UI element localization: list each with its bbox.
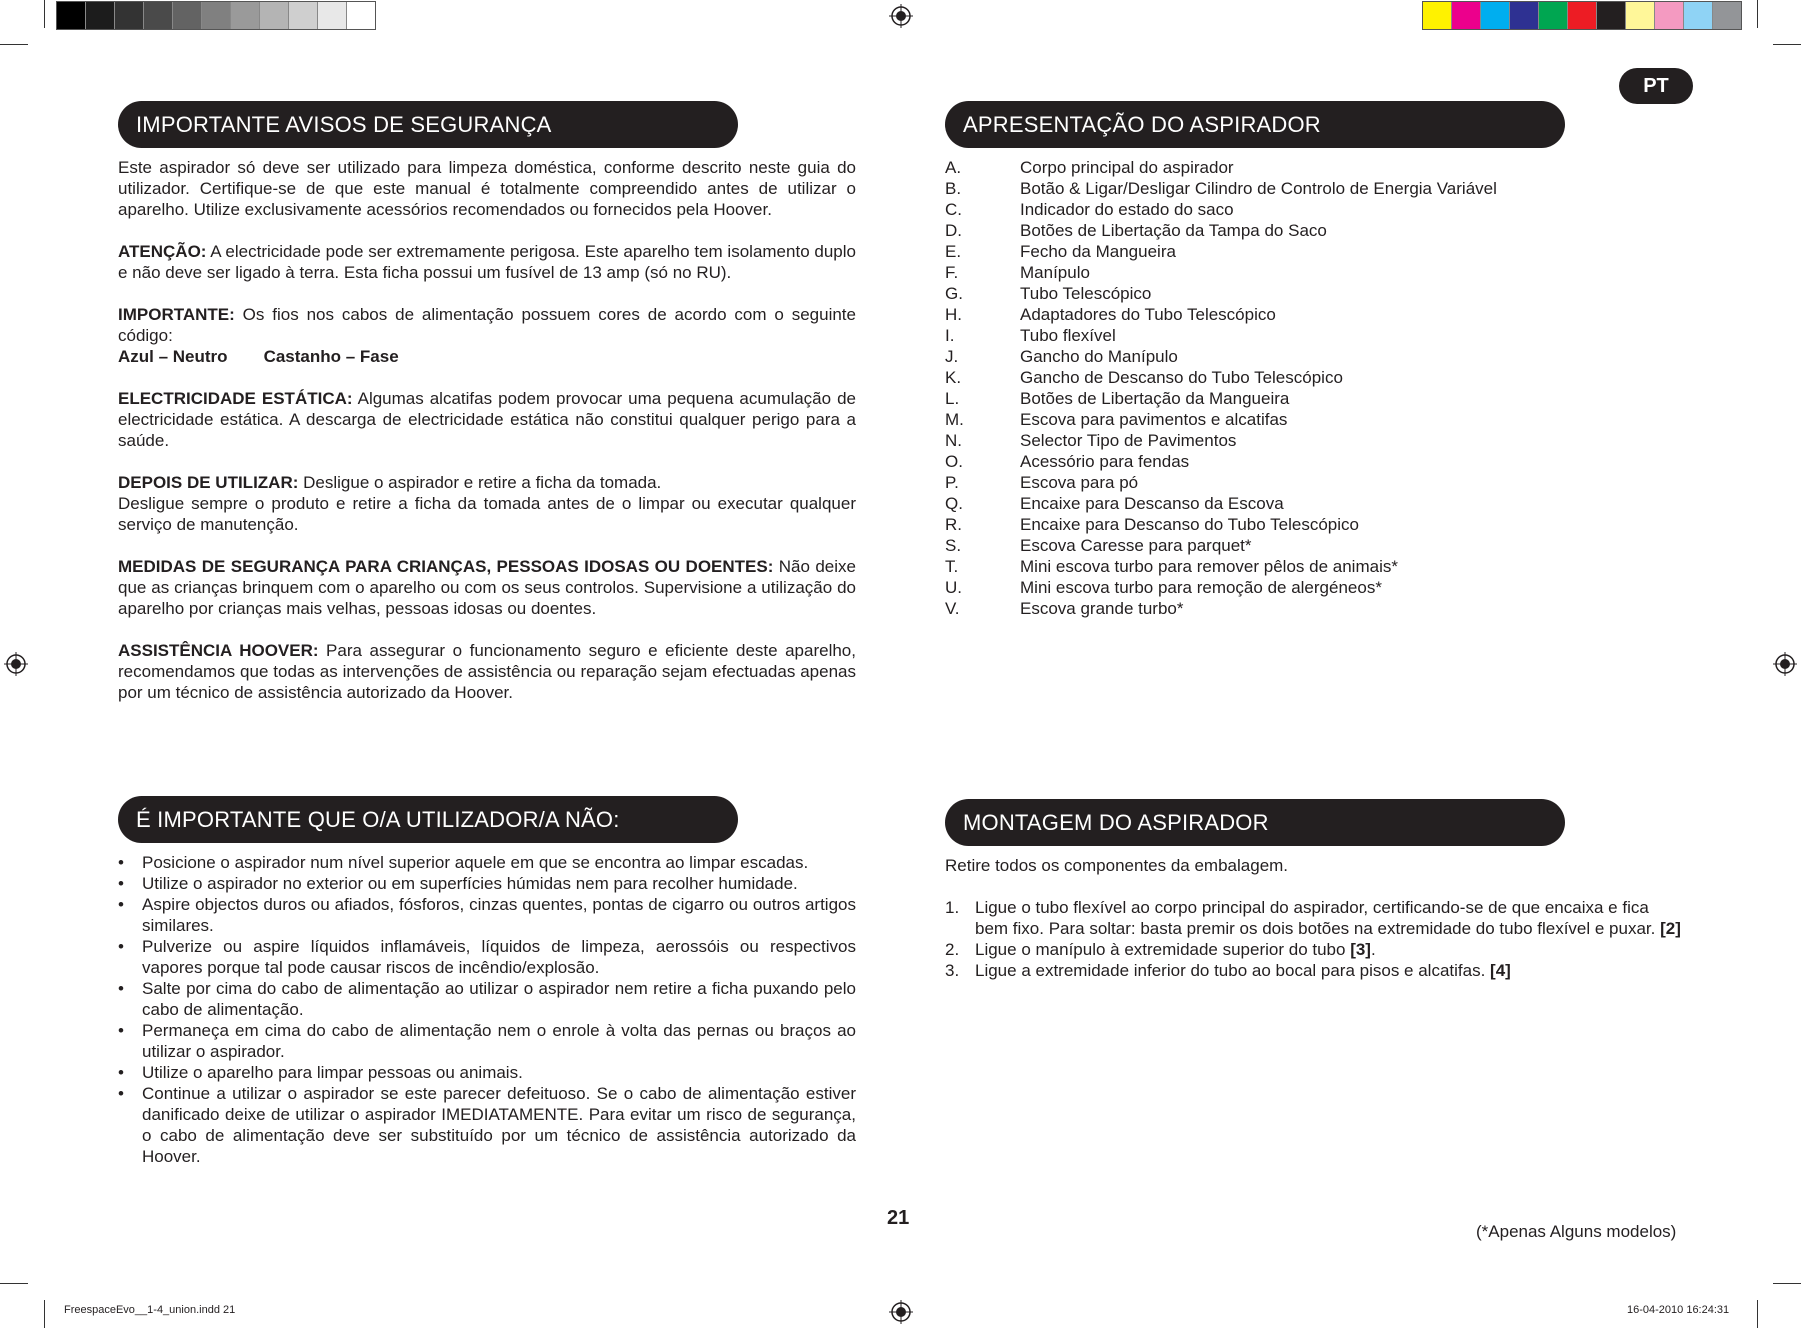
part-label: Escova Caresse para parquet*	[1020, 536, 1252, 555]
color-swatch	[1597, 2, 1626, 29]
list-item-text: Posicione o aspirador num nível superior aquele em que se encontra ao limpar escadas.	[142, 853, 809, 872]
part-letter: S.	[945, 536, 962, 555]
step-text: Ligue a extremidade inferior do tubo ao bocal para pisos e alcatifas.	[975, 961, 1491, 980]
assembly-intro: Retire todos os componentes da embalagem.	[945, 856, 1289, 875]
list-item	[118, 873, 856, 894]
gray-swatch	[57, 2, 86, 29]
color-swatch	[1510, 2, 1539, 29]
assembly-step	[945, 897, 1685, 939]
crop-mark	[1773, 1283, 1801, 1284]
after-use-paragraph	[118, 472, 856, 535]
part-letter: U.	[945, 578, 962, 597]
part-letter: O.	[945, 452, 963, 471]
bullet-icon: •	[118, 1084, 124, 1103]
part-item	[945, 178, 1497, 199]
gray-swatch	[231, 2, 260, 29]
crop-mark	[0, 1283, 28, 1284]
crop-mark	[44, 0, 45, 28]
part-item	[945, 409, 1497, 430]
bullet-icon: •	[118, 937, 124, 956]
list-item-text: Aspire objectos duros ou afiados, fósforos, cinzas quentes, pontas de cigarro ou outros artigos similares.	[142, 895, 856, 935]
figure-reference: [4]	[1490, 961, 1511, 980]
part-item	[945, 325, 1497, 346]
part-item	[945, 535, 1497, 556]
gray-swatch	[289, 2, 318, 29]
part-letter: E.	[945, 242, 962, 261]
children-text: Não deixe que as crianças brinquem com o aparelho ou com os seus controlos. Supervisione a utilização do aparelho por crianças mais velhas, pessoas idosas ou doentes.	[118, 557, 856, 618]
list-item-text: Utilize o aparelho para limpar pessoas ou animais.	[142, 1063, 523, 1082]
color-swatch	[1684, 2, 1713, 29]
part-letter: Q.	[945, 494, 963, 513]
list-item	[118, 852, 856, 873]
bullet-icon: •	[118, 1063, 124, 1082]
color-swatch	[1539, 2, 1568, 29]
part-label: Escova para pó	[1020, 473, 1139, 492]
safety-section-title: IMPORTANTE AVISOS DE SEGURANÇA	[118, 101, 738, 148]
assembly-step	[945, 939, 1685, 960]
gray-swatch	[202, 2, 231, 29]
figure-reference: [3]	[1350, 940, 1371, 959]
part-item	[945, 241, 1497, 262]
part-item	[945, 367, 1497, 388]
part-label: Corpo principal do aspirador	[1020, 158, 1234, 177]
after-use-text-2: Desligue sempre o produto e retire a ficha da tomada antes de o limpar ou executar qualquer serviço de manutenção.	[118, 494, 856, 534]
attention-label: ATENÇÃO:	[118, 242, 207, 261]
part-label: Selector Tipo de Pavimentos	[1020, 431, 1237, 450]
slug-date: 16-04-2010 16:24:31	[1627, 1304, 1730, 1316]
important-paragraph	[118, 304, 856, 367]
gray-swatch	[144, 2, 173, 29]
part-letter: G.	[945, 284, 963, 303]
list-item-text: Salte por cima do cabo de alimentação ao utilizar o aspirador nem retire a ficha puxando pelo cabo de alimentação.	[142, 979, 856, 1019]
part-label: Mini escova turbo para remoção de alergéneos*	[1020, 578, 1382, 597]
part-label: Botão & Ligar/Desligar Cilindro de Controlo de Energia Variável	[1020, 179, 1497, 198]
assembly-step	[945, 960, 1685, 981]
overview-section-title: APRESENTAÇÃO DO ASPIRADOR	[945, 101, 1565, 148]
part-letter: J.	[945, 347, 959, 366]
part-label: Encaixe para Descanso do Tubo Telescópico	[1020, 515, 1359, 534]
attention-text: A electricidade pode ser extremamente perigosa. Este aparelho tem isolamento duplo e não deve ser ligado à terra. Esta ficha possui um fusível de 13 amp (só no RU).	[118, 242, 856, 282]
part-label: Gancho de Descanso do Tubo Telescópico	[1020, 368, 1343, 387]
part-item	[945, 346, 1497, 367]
crop-mark	[1757, 1300, 1758, 1328]
color-swatch	[1655, 2, 1684, 29]
crop-mark	[44, 1300, 45, 1328]
footnote: (*Apenas Alguns modelos)	[1476, 1222, 1677, 1241]
part-letter: F.	[945, 263, 959, 282]
service-text: Para assegurar o funcionamento seguro e eficiente deste aparelho, recomendamos que todas as intervenções de assistência ou reparação sejam efectuadas apenas por um técnico de assistência autorizado da Hoover.	[118, 641, 856, 702]
parts-list	[945, 157, 1497, 619]
static-label: ELECTRICIDADE ESTÁTICA:	[118, 389, 353, 408]
gray-swatch	[347, 2, 375, 29]
language-badge: PT	[1619, 68, 1693, 104]
step-text: Ligue o manípulo à extremidade superior do tubo	[975, 940, 1351, 959]
part-label: Manípulo	[1020, 263, 1090, 282]
part-label: Botões de Libertação da Mangueira	[1020, 389, 1290, 408]
part-letter: H.	[945, 305, 962, 324]
list-item-text: Continue a utilizar o aspirador se este parecer defeituoso. Se o cabo de alimentação estiver danificado deixe de utilizar o aspirador IMEDIATAMENTE. Para evitar um risco de segurança, o cabo de alimentação deve ser substituído por um técnico de assistência autorizado da Hoover.	[142, 1084, 856, 1166]
bullet-icon: •	[118, 874, 124, 893]
part-letter: A.	[945, 158, 962, 177]
step-text: Ligue o tubo flexível ao corpo principal do aspirador, certificando-se de que encaixa e fica bem fixo. Para soltar: basta premir os dois botões na extremidade do tubo flexível e puxar.	[975, 898, 1661, 938]
part-letter: P.	[945, 473, 959, 492]
assembly-body	[945, 855, 1685, 981]
safety-intro: Este aspirador só deve ser utilizado para limpeza doméstica, conforme descrito neste guia do utilizador. Certifique-se de que este manual é totalmente compreendido antes de utilizar o aparelho. Utilize exclusivamente acessórios recomendados ou fornecidos pela Hoover.	[118, 158, 856, 219]
part-item	[945, 304, 1497, 325]
part-label: Mini escova turbo para remover pêlos de animais*	[1020, 557, 1398, 576]
service-paragraph	[118, 640, 856, 703]
registration-mark-icon	[1773, 652, 1797, 676]
part-item	[945, 388, 1497, 409]
part-letter: B.	[945, 179, 962, 198]
wire-brown: Castanho – Fase	[263, 347, 399, 366]
gray-swatch	[115, 2, 144, 29]
part-letter: T.	[945, 557, 959, 576]
color-swatch	[1568, 2, 1597, 29]
bullet-icon: •	[118, 853, 124, 872]
part-letter: L.	[945, 389, 960, 408]
important-text: Os fios nos cabos de alimentação possuem cores de acordo com o seguinte código:	[118, 305, 856, 345]
attention-paragraph	[118, 241, 856, 283]
part-label: Adaptadores do Tubo Telescópico	[1020, 305, 1276, 324]
list-item	[118, 894, 856, 936]
slug-filename: FreespaceEvo__1-4_union.indd 21	[64, 1304, 236, 1316]
part-item	[945, 199, 1497, 220]
step-number: 3.	[945, 961, 960, 980]
color-swatch	[1481, 2, 1510, 29]
color-swatch	[1423, 2, 1452, 29]
part-item	[945, 514, 1497, 535]
crop-mark	[0, 44, 28, 45]
important-label: IMPORTANTE:	[118, 305, 235, 324]
part-item	[945, 157, 1497, 178]
color-swatch	[1713, 2, 1741, 29]
donts-list	[118, 852, 856, 1167]
part-item	[945, 472, 1497, 493]
part-item	[945, 283, 1497, 304]
part-label: Indicador do estado do saco	[1020, 200, 1234, 219]
color-calibration-bar	[1422, 1, 1742, 30]
donts-section-title: É IMPORTANTE QUE O/A UTILIZADOR/A NÃO:	[118, 796, 738, 843]
gray-swatch	[86, 2, 115, 29]
wire-blue: Azul – Neutro	[118, 347, 228, 366]
part-label: Encaixe para Descanso da Escova	[1020, 494, 1284, 513]
color-swatch	[1452, 2, 1481, 29]
bullet-icon: •	[118, 895, 124, 914]
part-letter: I.	[945, 326, 955, 345]
list-item	[118, 936, 856, 978]
color-swatch	[1626, 2, 1655, 29]
part-item	[945, 430, 1497, 451]
bullet-icon: •	[118, 979, 124, 998]
part-label: Fecho da Mangueira	[1020, 242, 1176, 261]
part-letter: N.	[945, 431, 962, 450]
part-letter: V.	[945, 599, 960, 618]
after-use-text: Desligue o aspirador e retire a ficha da tomada.	[298, 473, 662, 492]
gray-swatch	[318, 2, 347, 29]
part-label: Escova grande turbo*	[1020, 599, 1184, 618]
part-letter: K.	[945, 368, 962, 387]
safety-section-body	[118, 157, 856, 724]
page-number: 21	[887, 1207, 910, 1229]
part-label: Tubo flexível	[1020, 326, 1116, 345]
part-label: Gancho do Manípulo	[1020, 347, 1178, 366]
assembly-section-title: MONTAGEM DO ASPIRADOR	[945, 799, 1565, 846]
step-text-end: .	[1370, 940, 1376, 959]
part-item	[945, 577, 1497, 598]
service-label: ASSISTÊNCIA HOOVER:	[118, 641, 319, 660]
static-text: Algumas alcatifas podem provocar uma pequena acumulação de electricidade estática. A descarga de electricidade estática não constitui qualquer perigo para a saúde.	[118, 389, 856, 450]
step-number: 1.	[945, 898, 960, 917]
part-item	[945, 262, 1497, 283]
list-item-text: Utilize o aspirador no exterior ou em superfícies húmidas nem para recolher humidade.	[142, 874, 798, 893]
bullet-icon: •	[118, 1021, 124, 1040]
part-label: Botões de Libertação da Tampa do Saco	[1020, 221, 1327, 240]
list-item-text: Permaneça em cima do cabo de alimentação nem o enrole à volta das pernas ou braços ao utilizar o aspirador.	[142, 1021, 856, 1061]
list-item	[118, 1083, 856, 1167]
part-item	[945, 598, 1497, 619]
part-item	[945, 556, 1497, 577]
part-letter: D.	[945, 221, 962, 240]
children-label: MEDIDAS DE SEGURANÇA PARA CRIANÇAS, PESSOAS IDOSAS OU DOENTES:	[118, 557, 774, 576]
part-label: Tubo Telescópico	[1020, 284, 1152, 303]
part-label: Escova para pavimentos e alcatifas	[1020, 410, 1288, 429]
part-item	[945, 451, 1497, 472]
part-letter: R.	[945, 515, 962, 534]
part-label: Acessório para fendas	[1020, 452, 1190, 471]
registration-mark-icon	[889, 1300, 913, 1324]
after-use-label: DEPOIS DE UTILIZAR:	[118, 473, 299, 492]
list-item	[118, 1062, 856, 1083]
crop-mark	[1773, 44, 1801, 45]
gray-calibration-bar	[56, 1, 376, 30]
figure-reference: [2]	[1660, 919, 1681, 938]
static-paragraph	[118, 388, 856, 451]
part-item	[945, 220, 1497, 241]
list-item	[118, 978, 856, 1020]
part-letter: M.	[945, 410, 964, 429]
part-letter: C.	[945, 200, 962, 219]
registration-mark-icon	[889, 4, 913, 28]
registration-mark-icon	[4, 652, 28, 676]
gray-swatch	[173, 2, 202, 29]
crop-mark	[1757, 0, 1758, 28]
list-item	[118, 1020, 856, 1062]
part-item	[945, 493, 1497, 514]
gray-swatch	[260, 2, 289, 29]
step-number: 2.	[945, 940, 960, 959]
children-paragraph	[118, 556, 856, 619]
assembly-steps	[945, 897, 1685, 981]
list-item-text: Pulverize ou aspire líquidos inflamáveis, líquidos de limpeza, aerossóis ou respectivos vapores porque tal pode causar riscos de incêndio/explosão.	[142, 937, 856, 977]
